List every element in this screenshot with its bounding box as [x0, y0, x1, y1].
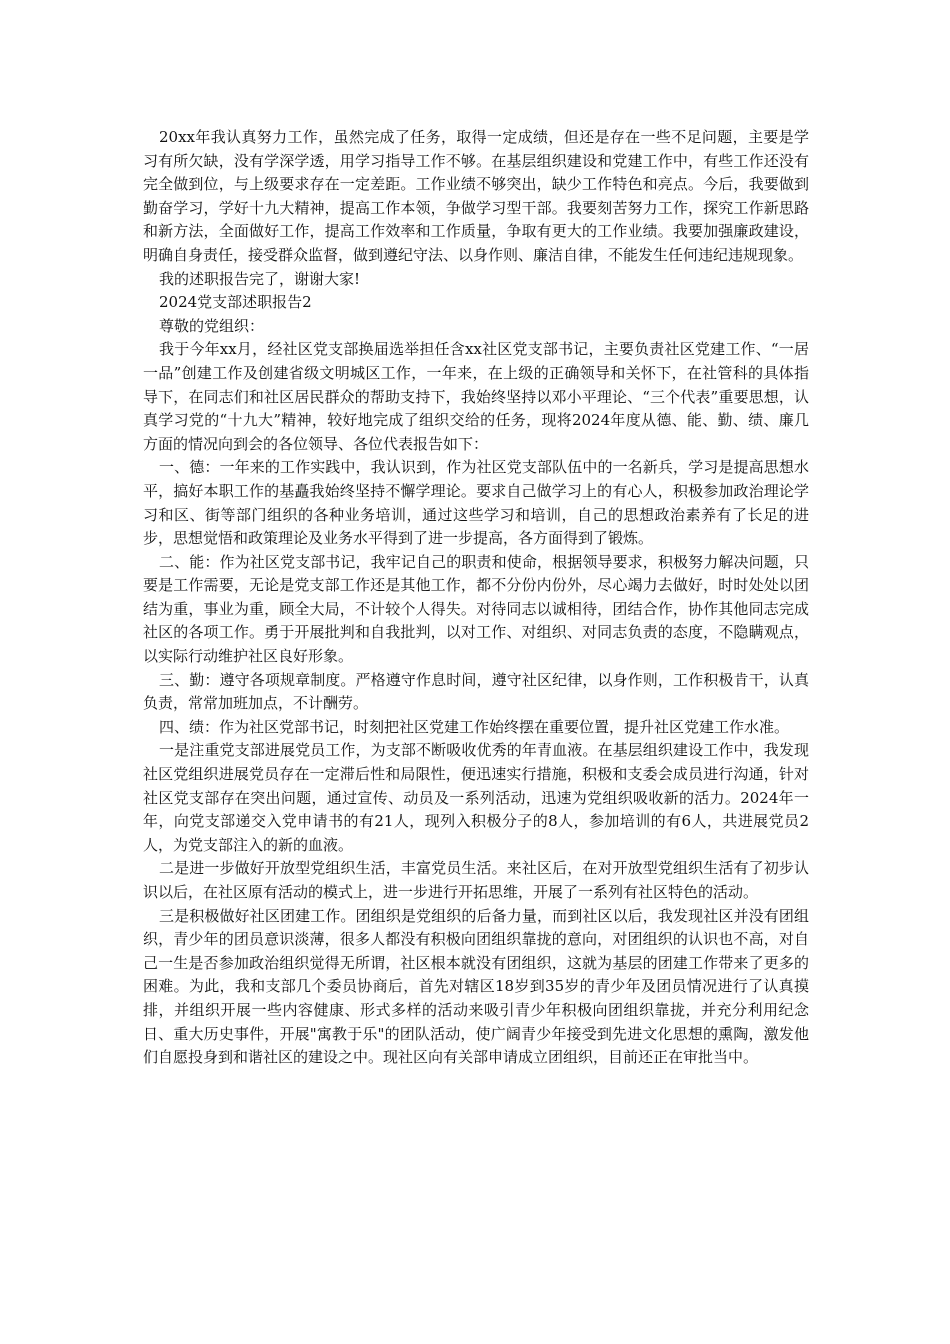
- paragraph-closing-thanks: 我的述职报告完了，谢谢大家!: [159, 269, 361, 288]
- paragraph-party-member-development: 一是注重党支部进展党员工作，为支部不断吸收优秀的年青血液。在基层组织建设工作中，我发现社区党组织进展党员存在一定滞后性和局限性，便迅速实行措施，积极和支委会成员进行沟通，针对社区党支部存在突出问题，通过宣传、动员及一系列活动，迅速为党组织吸收新的活力。2024年一年，向党支部递交入党申请书的有21人，现列入积极分子的8人，参加培训的有6人，共进展党员2人，为党支部注入的新的血液。: [143, 741, 809, 854]
- paragraph-youth-league-work: 三是积极做好社区团建工作。团组织是党组织的后备力量，而到社区以后，我发现社区并没有团组织，青少年的团员意识淡薄，很多人都没有积极向团组织靠拢的意向，对团组织的认识也不高，对自己一生是否参加政治组织觉得无所谓，社区根本就没有团组织，这就为基层的团建工作带来了更多的困难。为此，我和支部几个委员协商后，首先对辖区18岁到35岁的青少年及团员情况进行了认真摸排，并组织开展一些内容健康、形式多样的活动来吸引青少年积极向团组织靠拢，并充分利用纪念日、重大历史事件，开展"寓教于乐"的团队活动，使广阔青少年接受到先进文化思想的熏陶，激发他们自愿投身到和谐社区的建设之中。现社区向有关部申请成立团组织，目前还正在审批当中。: [143, 906, 809, 1067]
- paragraph-introduction: 我于今年xx月，经社区党支部换届选举担任含xx社区党支部书记，主要负责社区党建工作、“一居一品”创建工作及创建省级文明城区工作，一年来，在上级的正确领导和关怀下，在社管科的具体指导下，在同志们和社区居民群众的帮助支持下，我始终坚持以邓小平理论、“三个代表”重要思想，认真学习党的“十九大”精神，较好地完成了组织交给的任务，现将2024年度从德、能、勤、绩、廉几方面的情况向到会的各位领导、各位代表报告如下：: [143, 340, 809, 453]
- paragraph-work-shortcomings: 20xx年我认真努力工作，虽然完成了任务，取得一定成绩，但还是存在一些不足问题，主要是学习有所欠缺，没有学深学透，用学习指导工作不够。在基层组织建设和党建工作中，有些工作还没有完全做到位，与上级要求存在一定差距。工作业绩不够突出，缺少工作特色和亮点。今后，我要做到勤奋学习，学好十九大精神，提高工作本领，争做学习型干部。我要刻苦努力工作，探究工作新思路和新方法，全面做好工作，提高工作效率和工作质量，争取有更大的工作业绩。我要加强廉政建设，明确自身责任，接受群众监督，做到遵纪守法、以身作则、廉洁自律，不能发生任何违纪违规现象。: [143, 128, 809, 264]
- paragraph-open-party-life: 二是进一步做好开放型党组织生活，丰富党员生活。来社区后，在对开放型党组织生活有了初步认识以后，在社区原有活动的模式上，进一步进行开拓思维，开展了一系列有社区特色的活动。: [143, 859, 809, 901]
- section-title-report-2: 2024党支部述职报告2: [159, 293, 312, 312]
- paragraph-salutation: 尊敬的党组织：: [159, 316, 265, 335]
- paragraph-virtue: 一、德：一年来的工作实践中，我认识到，作为社区党支部队伍中的一名新兵，学习是提高思想水平，搞好本职工作的基矗我始终坚持不懈学理论。要求自己做学习上的有心人，积极参加政治理论学习和区、街等部门组织的各种业务培训，通过这些学习和培训，自己的思想政治素养有了长足的进步，思想觉悟和政策理论及业务水平得到了进一步提高，各方面得到了锻炼。: [143, 458, 809, 548]
- document-body: [143, 126, 809, 1070]
- paragraph-ability: 二、能：作为社区党支部书记，我牢记自己的职责和使命，根据领导要求，积极努力解决问题，只要是工作需要，无论是党支部工作还是其他工作，都不分份内份外，尽心竭力去做好，时时处处以团结为重，事业为重，顾全大局，不计较个人得失。对待同志以诚相待，团结合作，协作其他同志完成社区的各项工作。勇于开展批判和自我批判，以对工作、对组织、对同志负责的态度，不隐瞒观点，以实际行动维护社区良好形象。: [143, 552, 809, 666]
- paragraph-achievement: 四、绩：作为社区党部书记，时刻把社区党建工作始终摆在重要位置，提升社区党建工作水准。: [159, 717, 790, 736]
- paragraph-diligence: 三、勤：遵守各项规章制度。严格遵守作息时间，遵守社区纪律，以身作则，工作积极肯干，认真负责，常常加班加点，不计酬劳。: [143, 670, 809, 713]
